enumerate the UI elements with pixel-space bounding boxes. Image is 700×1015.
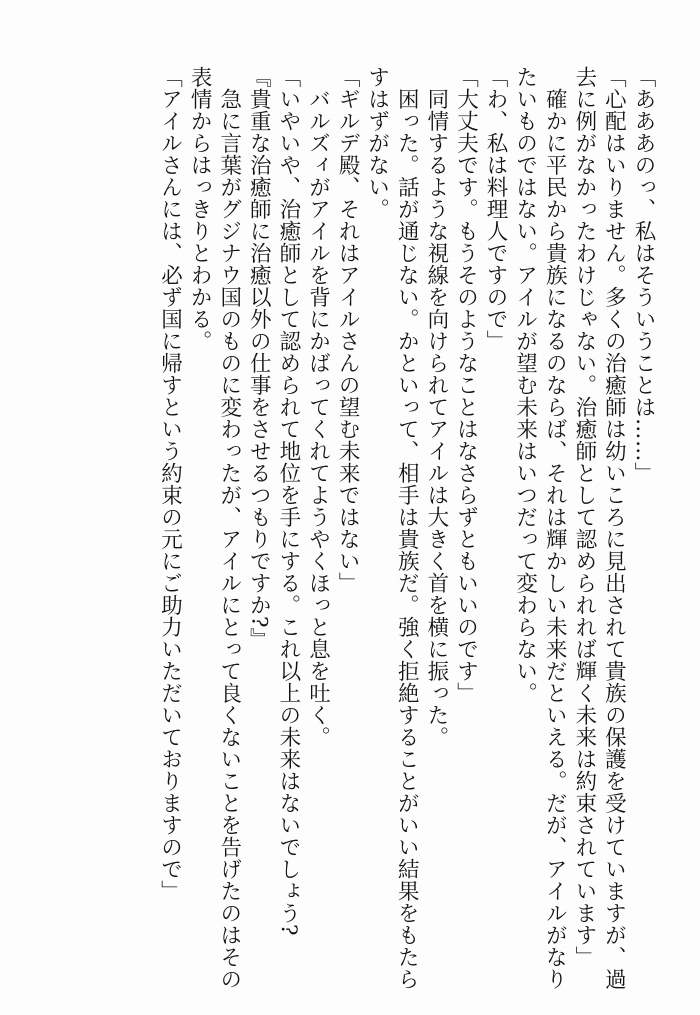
text-line: 確かに平民から貴族になるのならば、それは輝かしい未来だといえる。だが、アイルがなり xyxy=(542,66,568,990)
text-line: 去に例がなかったわけじゃない。治癒師として認められれば輝く未来は約束されています」 xyxy=(571,66,597,968)
text-line: 表情からはっきりとわかる。 xyxy=(187,66,213,352)
text-line: バルズィがアイルを背にかばってくれてようやくほっと息を吐く。 xyxy=(305,66,331,748)
text-line: 「あああのっ、私はそういうことは……」 xyxy=(631,66,656,484)
text-line: 困った。話が通じない。かといって、相手は貴族だ。強く拒絶することがいい結果をもたら xyxy=(394,66,420,990)
text-line: 「いやいや、治癒師として認められて地位を手にする。これ以上の未来はないでしょう? xyxy=(275,66,301,937)
text-line: 「心配はいりません。多くの治癒師は幼いころに見出されて貴族の保護を受けていますが、過 xyxy=(601,66,627,990)
text-line: すはずがない。 xyxy=(364,66,390,220)
text-line: 「ギルデ殿、それはアイルさんの望む未来ではない」 xyxy=(335,66,361,594)
text-line: たいものではない。アイルが望む未来はいつだって変わらない。 xyxy=(512,66,538,704)
text-line: 「アイルさんには、必ず国に帰すという約束の元にご助力いただいておりますので」 xyxy=(157,66,183,902)
text-line: 『貴重な治癒師に治癒以外の仕事をさせるつもりですか?』 xyxy=(246,66,272,651)
text-line: 急に言葉がグジナウ国のものに変わったが、アイルにとって良くないことを告げたのはその xyxy=(216,66,242,990)
text-line: 「わ、私は料理人ですので」 xyxy=(483,66,509,352)
text-line: 「大丈夫です。もうそのようなことはなさらずともいいのです」 xyxy=(453,66,479,704)
text-line: 同情するような視線を向けられてアイルは大きく首を横に振った。 xyxy=(423,66,449,748)
vertical-text-body xyxy=(155,66,658,990)
